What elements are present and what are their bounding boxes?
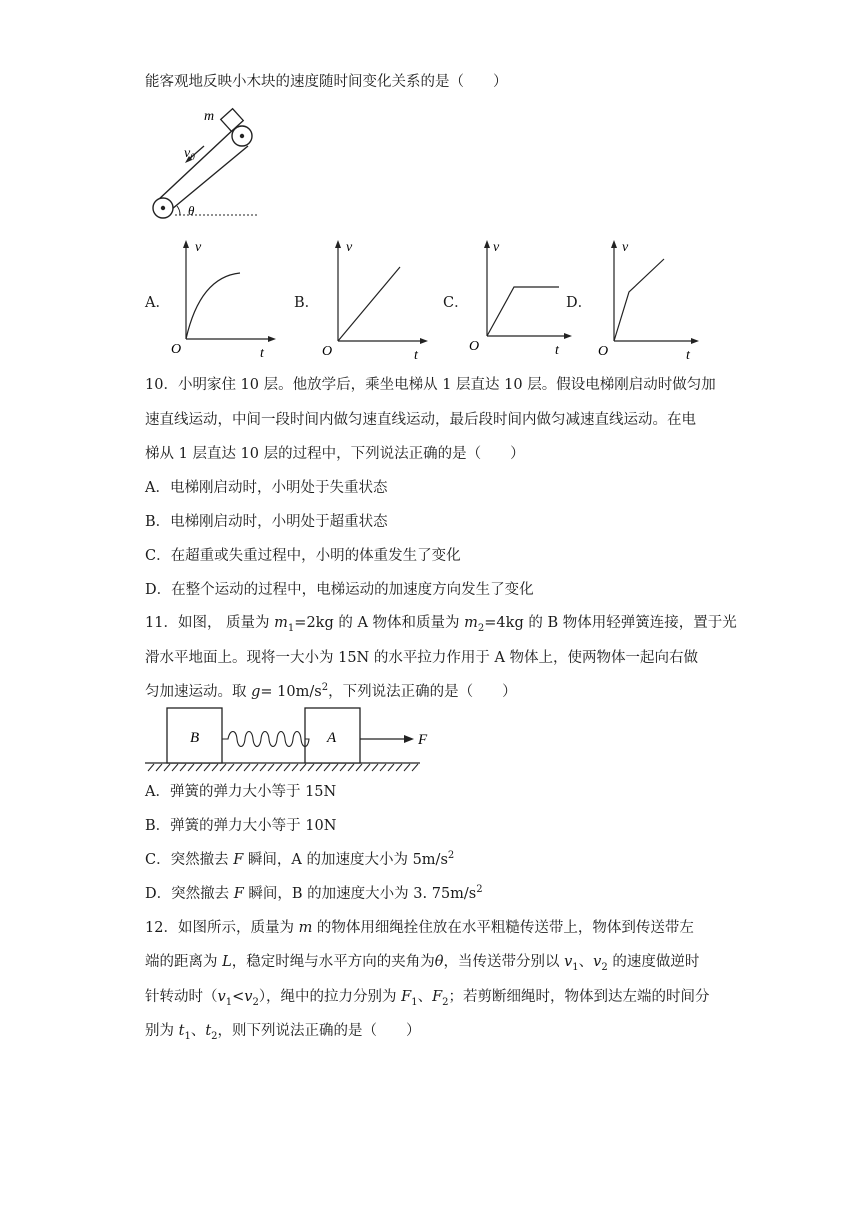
vt-line-c <box>487 287 559 336</box>
q10-option-c: C．在超重或失重过程中，小明的体重发生了变化 <box>145 548 461 564</box>
graph-option-d <box>596 237 711 362</box>
spring <box>222 732 309 747</box>
question-stem-line: 能客观地反映小木块的速度随时间变化关系的是（ ） <box>145 74 508 90</box>
vt-line-d <box>614 259 664 341</box>
velocity-subscript: 0 <box>190 152 195 162</box>
axis-v-label: v <box>493 240 500 255</box>
q11-stem-line-2: 滑水平地面上。现将一大小为 15N 的水平拉力作用于 A 物体上，使两物体一起向右做 <box>145 650 699 666</box>
q10-option-d: D．在整个运动的过程中，电梯运动的加速度方向发生了变化 <box>145 582 534 598</box>
q11-stem-line-1: 11．如图， 质量为 $m_1=2kg$ 的 A 物体和质量为 $m_2=4kg$ 的 B 物体用轻弹簧连接，置于光 <box>145 615 737 634</box>
origin-label: O <box>598 344 609 359</box>
q11-option-d: D．突然撤去 F 瞬间，B 的加速度大小为 3. $75m/s^2$ <box>145 884 483 902</box>
spring-blocks-figure <box>140 703 440 773</box>
force-arrow-head <box>404 735 414 743</box>
angle-label: θ <box>188 203 195 218</box>
vt-line-b <box>338 267 400 341</box>
q12-stem-line-4: 别为 $t_1$、$t_2$，则下列说法正确的是（ ） <box>145 1023 421 1042</box>
velocity-label: v <box>184 146 191 161</box>
graph-option-b <box>320 237 435 362</box>
q10-stem-line-3: 梯从 1 层直达 10 层的过程中，下列说法正确的是（ ） <box>145 446 525 462</box>
svg-text:v0 <box>184 146 195 162</box>
axis-t-label: t <box>260 346 264 361</box>
option-c-label: C． <box>443 295 469 311</box>
q10-option-a: A．电梯刚启动时，小明处于失重状态 <box>145 480 388 496</box>
q10-option-b: B．电梯刚启动时，小明处于超重状态 <box>145 514 388 530</box>
axis-t-label: t <box>555 343 559 358</box>
incline-conveyor-figure <box>140 105 265 223</box>
q11-stem-line-3: 匀加速运动。取 $g= 10m/s^2$，下列说法正确的是（ ） <box>145 682 517 700</box>
option-b-label: B． <box>294 295 320 311</box>
option-d-label: D． <box>566 295 593 311</box>
axis-v-label: v <box>346 240 353 255</box>
force-label: F <box>418 732 428 748</box>
origin-label: O <box>469 339 480 354</box>
q12-stem-line-1: 12．如图所示，质量为 m 的物体用细绳拴住放在水平粗糙传送带上，物体到传送带左 <box>145 920 694 936</box>
q11-option-b: B．弹簧的弹力大小等于 10N <box>145 818 337 834</box>
option-a-label: A． <box>145 295 170 311</box>
mass-label: m <box>204 109 215 124</box>
block-b-label: B <box>190 730 200 746</box>
q10-stem-line-1: 10．小明家住 10 层。他放学后，乘坐电梯从 1 层直达 10 层。假设电梯刚启动时做匀加 <box>145 377 716 393</box>
q11-option-a: A．弹簧的弹力大小等于 15N <box>145 784 337 800</box>
axis-t-label: t <box>414 348 418 362</box>
q11-option-c: C．突然撤去 F 瞬间，A 的加速度大小为 $5m/s^2$ <box>145 850 455 868</box>
q10-stem-line-2: 速直线运动，中间一段时间内做匀速直线运动，最后段时间内做匀减速直线运动。在电 <box>145 412 696 428</box>
origin-label: O <box>322 344 333 359</box>
q12-stem-line-3: 针转动时$(v_1<v_2)$，绳中的拉力分别为 $F_1$、$F_2$；若剪断细绳时，物体到达左端的时间分 <box>145 989 710 1008</box>
origin-label: O <box>171 342 182 357</box>
q12-stem-line-2: 端的距离为 L，稳定时绳与水平方向的夹角为θ，当传送带分别以 $v_1$、$v_2$ 的速度做逆时 <box>145 954 700 973</box>
vt-curve-a <box>186 273 240 339</box>
axis-v-label: v <box>195 240 202 255</box>
conveyor-belt <box>153 126 252 218</box>
graph-option-c <box>467 237 582 362</box>
axis-v-label: v <box>622 240 629 255</box>
ground-hatching <box>148 764 418 771</box>
axis-t-label: t <box>686 348 690 362</box>
graph-option-a <box>168 237 283 362</box>
block-a-label: A <box>327 730 337 746</box>
